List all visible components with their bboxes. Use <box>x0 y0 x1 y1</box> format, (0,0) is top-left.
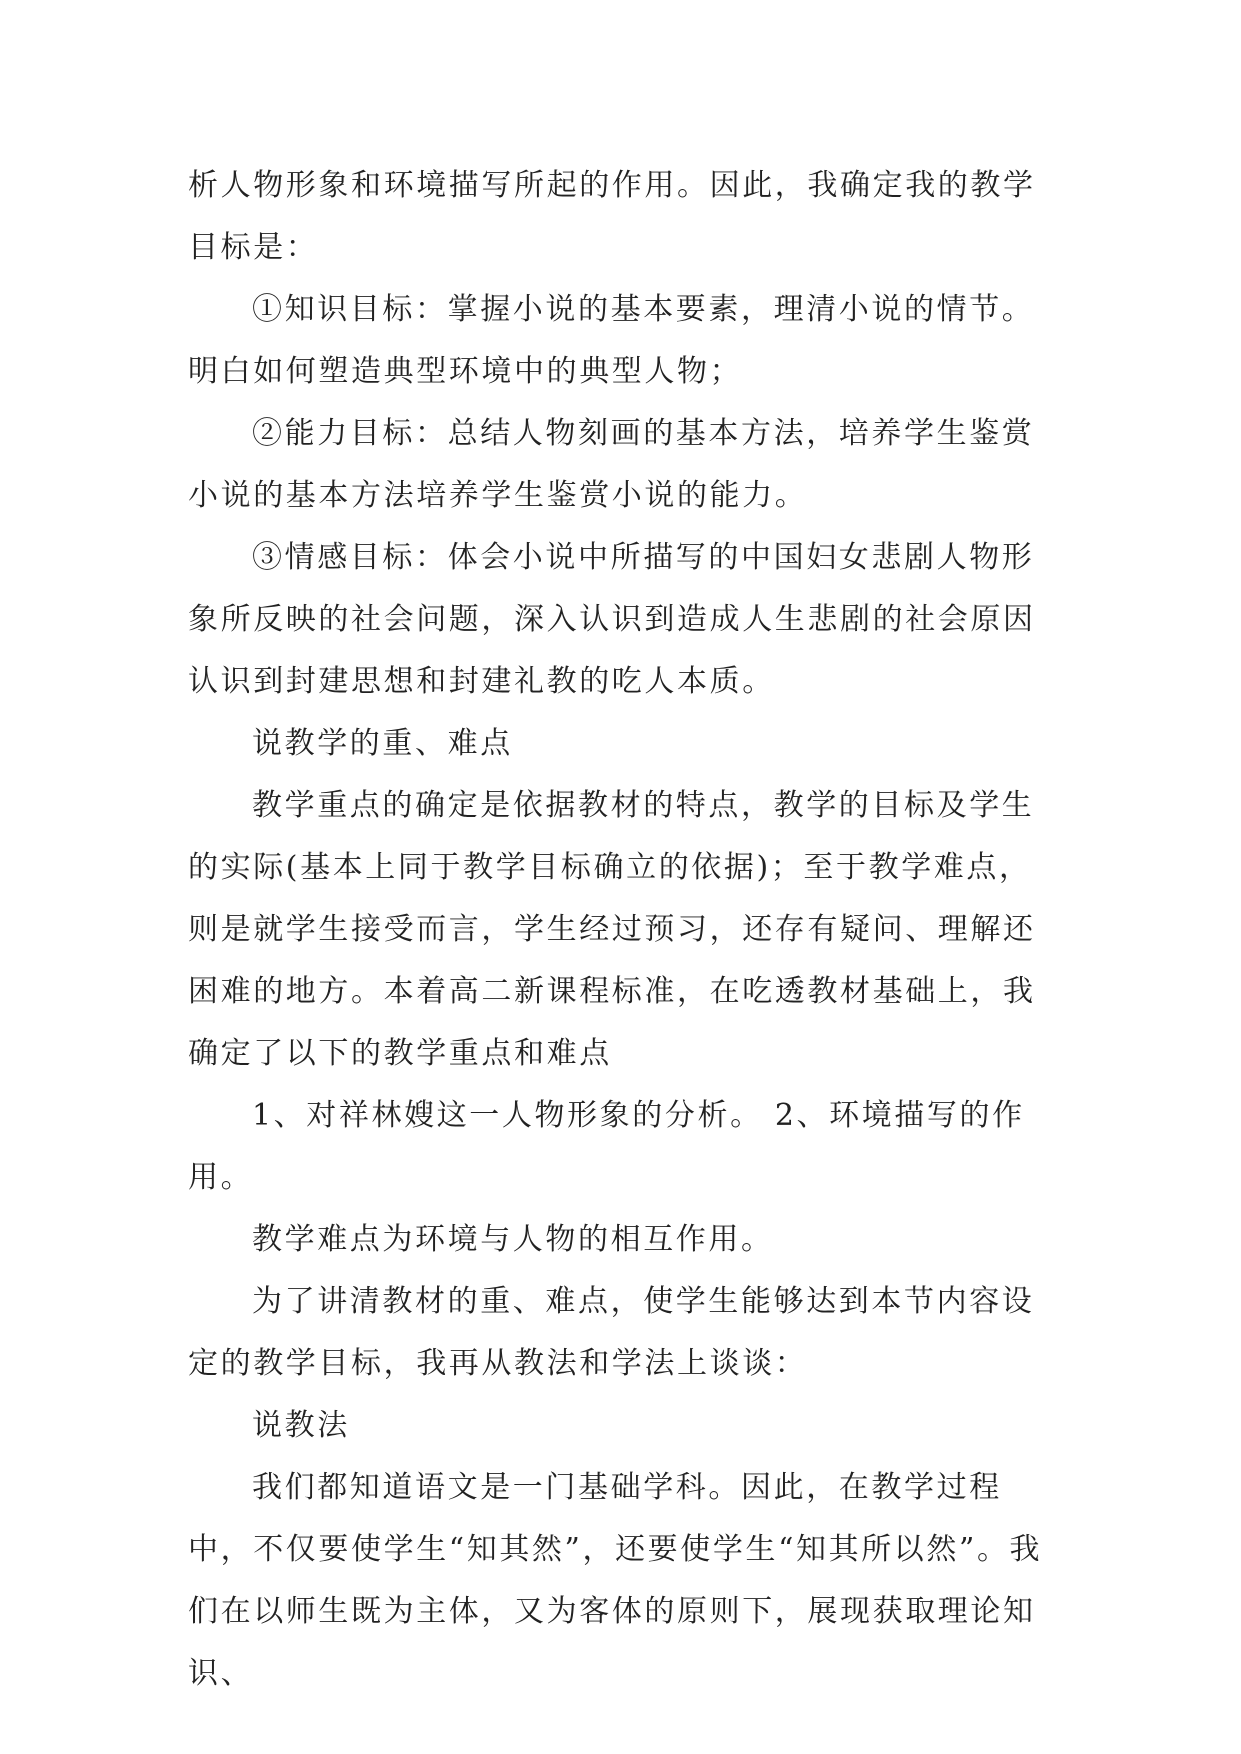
paragraph-emotion-goal: ③情感目标：体会小说中所描写的中国妇女悲剧人物形象所反映的社会问题，深入认识到造成人生悲剧的社会原因认识到封建思想和封建礼教的吃人本质。 <box>188 540 1036 699</box>
paragraph-transition: 为了讲清教材的重、难点，使学生能够达到本节内容设定的教学目标，我再从教法和学法上谈谈： <box>188 1284 1035 1381</box>
paragraph-ability-goal: ②能力目标：总结人物刻画的基本方法，培养学生鉴赏小说的基本方法培养学生鉴赏小说的能力。 <box>188 416 1035 513</box>
section-heading-teaching-method: 说教法 <box>252 1408 350 1443</box>
paragraph-teaching-method: 我们都知道语文是一门基础学科。因此，在教学过程中，不仅要使学生“知其然”，还要使学生“知其所以然”。我们在以师生既为主体，又为客体的原则下，展现获取理论知识、 <box>188 1470 1043 1691</box>
section-heading-key-points: 说教学的重、难点 <box>252 726 513 761</box>
paragraph-teaching-goal-intro: 析人物形象和环境描写所起的作用。因此，我确定我的教学目标是： <box>188 168 1036 265</box>
paragraph-difficult-point: 教学难点为环境与人物的相互作用。 <box>252 1222 774 1257</box>
document-body <box>188 155 1053 1705</box>
paragraph-key-points-list: 1、对祥林嫂这一人物形象的分析。 2、环境描写的作用。 <box>188 1098 1025 1195</box>
paragraph-knowledge-goal: ①知识目标：掌握小说的基本要素，理清小说的情节。明白如何塑造典型环境中的典型人物； <box>188 292 1035 389</box>
paragraph-key-points-explanation: 教学重点的确定是依据教材的特点，教学的目标及学生的实际(基本上同于教学目标确立的依据)；至于教学难点，则是就学生接受而言，学生经过预习，还存有疑问、理解还困难的地方。本着高二新课程标准，在吃透教材基础上，我确定了以下的教学重点和难点 <box>188 788 1036 1071</box>
